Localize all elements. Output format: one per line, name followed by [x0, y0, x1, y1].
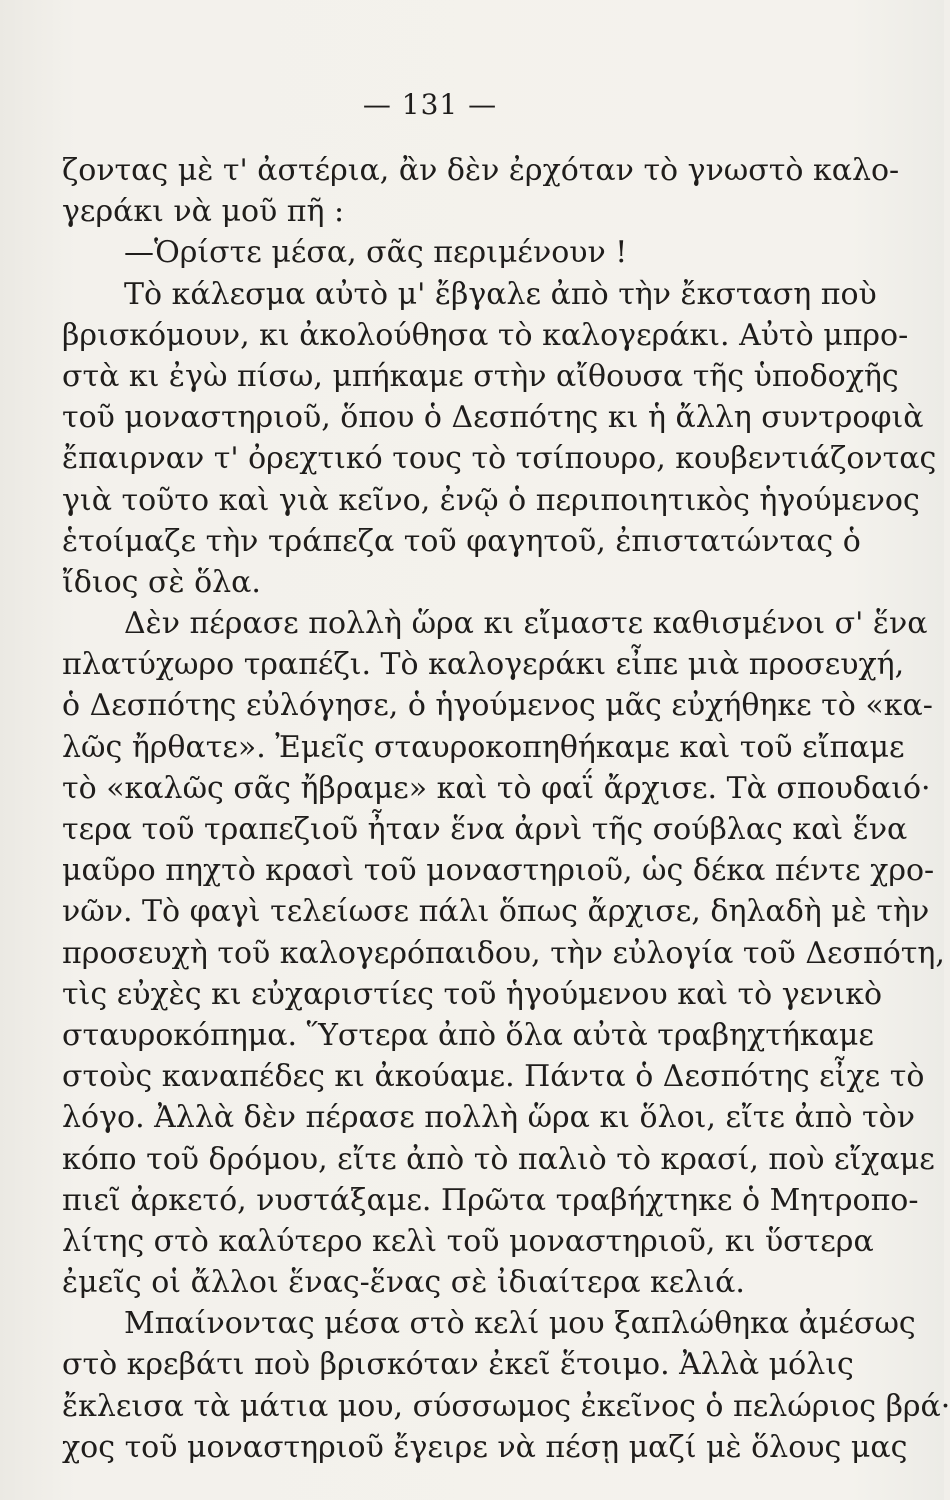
text-line: πλατύχωρο τραπέζι. Τὸ καλογεράκι εἶπε μιὰ προσευχή,	[62, 647, 905, 683]
text-line: βρισκόμουν, κι ἀκολούθησα τὸ καλογεράκι. Αὐτὸ μπρο-	[62, 317, 909, 353]
text-line: ζοντας μὲ τ' ἀστέρια, ἂν δὲν ἐρχόταν τὸ γνωστὸ καλο-	[62, 153, 900, 188]
text-line: ἐμεῖς οἱ ἄλλοι ἕνας-ἕνας σὲ ἰδιαίτερα κελιά.	[62, 1265, 745, 1301]
text-line: ὁ Δεσπότης εὐλόγησε, ὁ ἡγούμενος μᾶς εὐχήθηκε τὸ «κα-	[62, 688, 933, 724]
text-line: λίτης στὸ καλύτερο κελὶ τοῦ μοναστηριοῦ, κι ὕστερα	[62, 1223, 874, 1259]
text-line: προσευχὴ τοῦ καλογερόπαιδου, τὴν εὐλογία τοῦ Δεσπότη,	[62, 935, 945, 971]
text-line: κόπο τοῦ δρόμου, εἴτε ἀπὸ τὸ παλιὸ τὸ κρασί, ποὺ εἴχαμε	[62, 1141, 935, 1177]
text-line: —Ὁρίστε μέσα, σᾶς περιμένουν !	[124, 235, 628, 271]
text-line: στοὺς καναπέδες κι ἀκούαμε. Πάντα ὁ Δεσπότης εἶχε τὸ	[62, 1059, 925, 1095]
text-line: ἔκλεισα τὰ μάτια μου, σύσσωμος ἐκεῖνος ὁ πελώριος βρά·	[62, 1388, 950, 1424]
text-line: Μπαίνοντας μέσα στὸ κελί μου ξαπλώθηκα ἀμέσως	[124, 1306, 916, 1342]
body-text	[62, 150, 950, 1468]
text-line: νῶν. Τὸ φαγὶ τελείωσε πάλι ὅπως ἄρχισε, δηλαδὴ μὲ τὴν	[62, 894, 930, 930]
text-line: πιεῖ ἀρκετό, νυστάξαμε. Πρῶτα τραβήχτηκε ὁ Μητροπο-	[62, 1182, 919, 1218]
text-line: σταυροκόπημα. Ὕστερα ἀπὸ ὅλα αὐτὰ τραβηχτήκαμε	[62, 1017, 874, 1053]
text-line: χος τοῦ μοναστηριοῦ ἔγειρε νὰ πέσῃ μαζί μὲ ὅλους μας	[62, 1429, 908, 1465]
text-line: Δὲν πέρασε πολλὴ ὥρα κι εἴμαστε καθισμένοι σ' ἕνα	[124, 606, 928, 642]
text-line: λῶς ἤρθατε». Ἐμεῖς σταυροκοπηθήκαμε καὶ τοῦ εἴπαμε	[62, 729, 905, 765]
text-line: γιὰ τοῦτο καὶ γιὰ κεῖνο, ἐνῷ ὁ περιποιητικὸς ἡγούμενος	[62, 482, 920, 518]
text-line: στὸ κρεβάτι ποὺ βρισκόταν ἐκεῖ ἕτοιμο. Ἀλλὰ μόλις	[62, 1347, 854, 1383]
text-line: γεράκι νὰ μοῦ πῆ :	[62, 194, 345, 230]
text-line: στὰ κι ἐγὼ πίσω, μπήκαμε στὴν αἴθουσα τῆς ὑποδοχῆς	[62, 358, 899, 394]
text-line: ἴδιος σὲ ὅλα.	[62, 564, 261, 600]
text-line: Τὸ κάλεσμα αὐτὸ μ' ἔβγαλε ἀπὸ τὴν ἔκσταση ποὺ	[124, 276, 877, 312]
text-line: ἑτοίμαζε τὴν τράπεζα τοῦ φαγητοῦ, ἐπιστατώντας ὁ	[62, 523, 861, 559]
text-line: τὸ «καλῶς σᾶς ἤβραμε» καὶ τὸ φαΐ ἄρχισε. Τὰ σπουδαιό·	[62, 770, 931, 806]
text-line: τοῦ μοναστηριοῦ, ὅπου ὁ Δεσπότης κι ἡ ἄλλη συντροφιὰ	[62, 400, 924, 436]
text-line: τὶς εὐχὲς κι εὐχαριστίες τοῦ ἡγούμενου καὶ τὸ γενικὸ	[62, 976, 883, 1012]
page-number: — 131 —	[362, 88, 498, 121]
text-line: ἔπαιρναν τ' ὀρεχτικό τους τὸ τσίπουρο, κουβεντιάζοντας	[62, 441, 937, 477]
text-line: μαῦρο πηχτὸ κρασὶ τοῦ μοναστηριοῦ, ὡς δέκα πέντε χρο-	[62, 853, 935, 889]
text-line: τερα τοῦ τραπεζιοῦ ἦταν ἕνα ἀρνὶ τῆς σούβλας καὶ ἕνα	[62, 812, 908, 847]
text-line: λόγο. Ἀλλὰ δὲν πέρασε πολλὴ ὥρα κι ὅλοι, εἴτε ἀπὸ τὸν	[62, 1100, 915, 1136]
